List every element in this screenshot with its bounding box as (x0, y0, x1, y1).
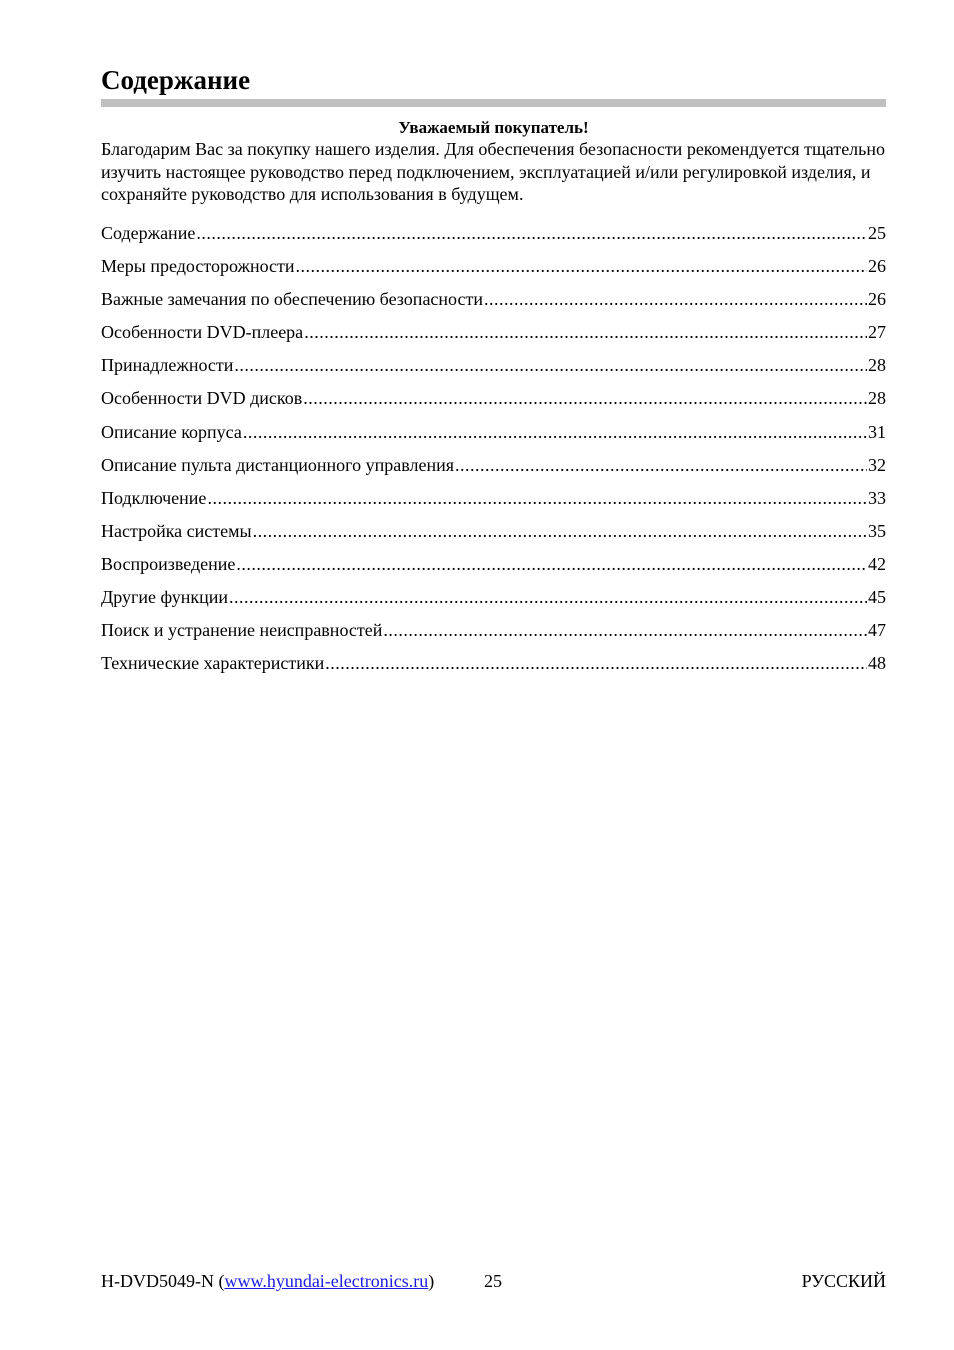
toc-entry[interactable] (101, 486, 886, 519)
toc-entry[interactable] (101, 221, 886, 254)
toc-entry-label[interactable]: Важные замечания по обеспечению безопасности (101, 289, 483, 310)
toc-entry-label[interactable]: Содержание (101, 223, 196, 243)
toc-entry[interactable] (101, 420, 886, 453)
toc-entry[interactable] (101, 254, 886, 287)
toc-entry-page: 31 (868, 421, 886, 442)
toc-entry-page: 26 (868, 256, 886, 277)
toc-entry[interactable] (101, 287, 886, 320)
toc-leader-dots (236, 552, 867, 576)
toc-entry-label[interactable]: Настройка системы (101, 520, 252, 541)
toc-entry-label[interactable]: Технические характеристики (101, 653, 325, 674)
toc-entry[interactable] (101, 519, 886, 552)
toc-entry[interactable] (101, 453, 886, 486)
toc-entry[interactable] (101, 651, 886, 684)
title-divider (101, 99, 886, 107)
toc-leader-dots (253, 519, 867, 543)
toc-leader-dots (383, 618, 867, 642)
toc-entry-label[interactable]: Поиск и устранение неисправностей (101, 620, 383, 641)
toc-entry-page: 28 (868, 355, 886, 376)
footer-model-prefix: H-DVD5049-N ( (101, 1271, 225, 1291)
toc-leader-dots (229, 585, 867, 609)
toc-leader-dots (325, 651, 867, 675)
toc-entry[interactable] (101, 552, 886, 585)
toc-entry-page: 48 (868, 653, 886, 674)
footer-language: РУССКИЙ (801, 1271, 886, 1291)
toc-leader-dots (484, 287, 867, 311)
greeting-heading: Уважаемый покупатель! (398, 118, 589, 137)
table-of-contents (101, 221, 886, 684)
toc-leader-dots (296, 254, 867, 278)
toc-leader-dots (196, 221, 867, 245)
toc-leader-dots (234, 353, 867, 377)
footer-website-link[interactable]: www.hyundai-electronics.ru (224, 1271, 429, 1291)
toc-entry-label[interactable]: Описание пульта дистанционного управления (101, 454, 454, 475)
page-title: Содержание (101, 65, 251, 95)
toc-entry-label[interactable]: Особенности DVD дисков (101, 388, 303, 409)
footer-page-number: 25 (484, 1271, 502, 1291)
toc-entry[interactable] (101, 618, 886, 651)
toc-entry-label[interactable]: Меры предосторожности (101, 256, 295, 277)
toc-leader-dots (303, 386, 867, 410)
toc-entry-page: 32 (868, 454, 886, 475)
toc-entry-label[interactable]: Воспроизведение (101, 553, 236, 574)
toc-entry-label[interactable]: Особенности DVD-плеера (101, 322, 304, 343)
toc-entry-page: 26 (868, 289, 886, 310)
toc-entry-label[interactable]: Описание корпуса (101, 421, 242, 442)
toc-entry-label[interactable]: Принадлежности (101, 355, 234, 376)
toc-entry-page: 33 (868, 487, 886, 508)
toc-entry-page: 42 (868, 553, 886, 574)
footer-model-suffix: ) (428, 1271, 435, 1291)
toc-entry-page: 27 (868, 322, 886, 343)
toc-leader-dots (243, 420, 867, 444)
toc-entry[interactable] (101, 386, 886, 419)
footer-model-info (101, 1269, 434, 1293)
toc-entry-page: 35 (868, 520, 886, 541)
toc-entry-page: 28 (868, 388, 886, 409)
toc-entry-label[interactable]: Другие функции (101, 587, 229, 608)
toc-entry[interactable] (101, 353, 886, 386)
toc-leader-dots (207, 486, 867, 510)
toc-leader-dots (455, 453, 867, 477)
toc-entry-page: 25 (868, 223, 886, 243)
toc-entry-page: 47 (868, 620, 886, 641)
toc-entry[interactable] (101, 585, 886, 618)
toc-entry[interactable] (101, 320, 886, 353)
toc-entry-label[interactable]: Подключение (101, 487, 207, 508)
intro-paragraph: Благодарим Вас за покупку нашего изделия. Для обеспечения безопасности рекомендуется тщательно изучить настоящее руководство перед подключением, эксплуатацией и/или регулировкой изделия, и сохраняйте руководство для использования в будущем. (101, 139, 886, 204)
toc-entry-page: 45 (868, 587, 886, 608)
toc-leader-dots (304, 320, 867, 344)
